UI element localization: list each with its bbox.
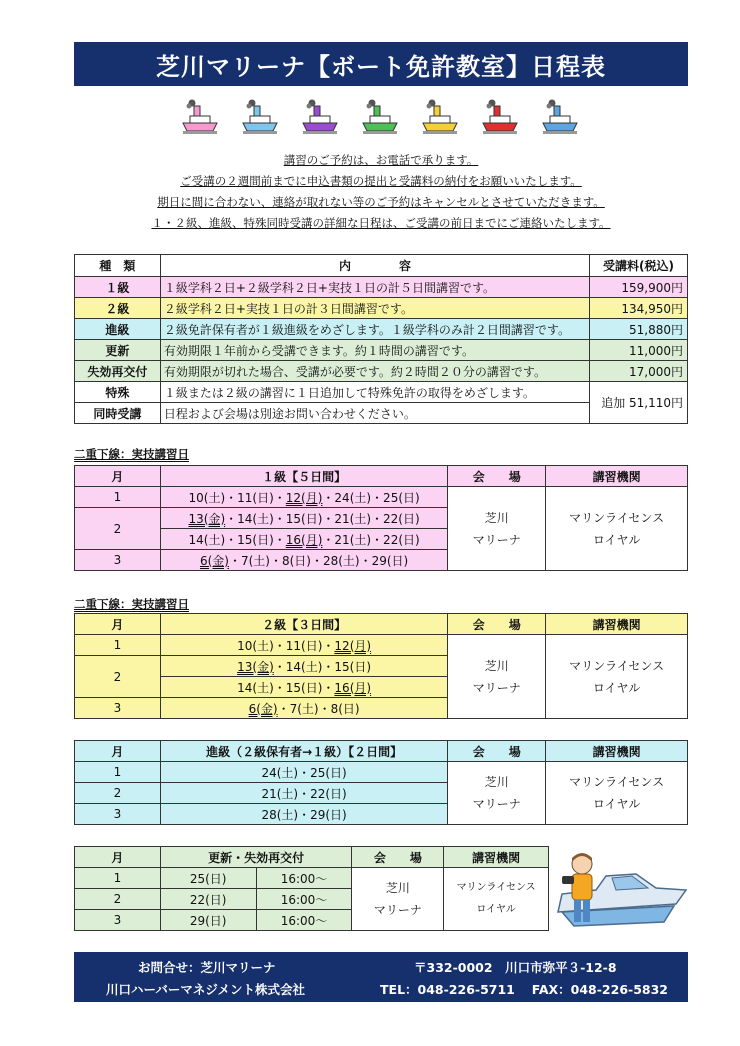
table-header-row bbox=[75, 255, 688, 277]
footer-company: 川口ハーバーマネジメント株式会社 bbox=[106, 982, 306, 997]
notice-line: 講習のご予約は、お電話で承ります。 bbox=[283, 153, 479, 167]
table-header-row bbox=[75, 466, 688, 487]
course-fee: 追加 51,110円 bbox=[590, 382, 688, 424]
date-cell: 22(日) bbox=[160, 889, 256, 910]
header-org: 講習機関 bbox=[546, 466, 688, 487]
table-row bbox=[75, 319, 688, 340]
boat-icon bbox=[300, 98, 340, 136]
boat-icon bbox=[480, 98, 520, 136]
course-content: １級学科２日+２級学科２日+実技１日の計５日間講習です。 bbox=[160, 277, 589, 298]
dates-cell bbox=[160, 698, 448, 719]
course-content: ２級免許保有者が１級進級をめざします。１級学科のみ計２日間講習です。 bbox=[160, 319, 589, 340]
footer-phone-fax: TEL：048-226-5711 FAX：048-226-5832 bbox=[380, 982, 669, 997]
lecture-dates: 14(土)・15(日)・ bbox=[237, 680, 335, 695]
dates-cell bbox=[160, 487, 448, 508]
lecture-dates: ・21(土)・22(日) bbox=[322, 532, 420, 547]
header-course: ２級【３日間】 bbox=[160, 614, 448, 635]
course-kind: 特殊 bbox=[75, 382, 161, 403]
org-cell: マリンライセンス ロイヤル bbox=[546, 762, 688, 825]
lecture-dates: ・7(土)・8(日)・28(土)・29(日) bbox=[228, 553, 409, 568]
schedule-koushin-table bbox=[74, 846, 549, 931]
practical-date: 16(月) bbox=[334, 680, 372, 695]
footer-address: 〒332-0002 川口市弥平３-12-8 bbox=[414, 960, 617, 975]
header-org: 講習機関 bbox=[546, 614, 688, 635]
table-header-row bbox=[75, 847, 549, 868]
boat-illustrations bbox=[0, 98, 740, 138]
practical-date: 6(金) bbox=[199, 553, 229, 568]
course-content: 有効期限が切れた場合、受講が必要です。約２時間２０分の講習です。 bbox=[160, 361, 589, 382]
boat-icon bbox=[420, 98, 460, 136]
lecture-dates: ・7(土)・8(日) bbox=[277, 701, 360, 716]
lecture-dates: 10(土)・11(日)・ bbox=[188, 490, 286, 505]
table-row bbox=[75, 635, 688, 656]
table-header-row bbox=[75, 614, 688, 635]
table-row bbox=[75, 298, 688, 319]
venue-cell: 芝川 マリーナ bbox=[448, 635, 546, 719]
course-fee: 51,880円 bbox=[590, 319, 688, 340]
table-row bbox=[75, 361, 688, 382]
month-cell: 3 bbox=[75, 804, 161, 825]
month-cell: 2 bbox=[75, 889, 161, 910]
header-venue: 会 場 bbox=[352, 847, 444, 868]
notice-line: １・２級、進級、特殊同時受講の詳細な日程は、ご受講の前日までにご連絡いたします。 bbox=[151, 216, 611, 230]
practical-date: 13(金) bbox=[188, 511, 226, 526]
month-cell: 1 bbox=[75, 635, 161, 656]
person-with-boat-illustration bbox=[556, 850, 688, 940]
header-course: 更新・失効再交付 bbox=[160, 847, 352, 868]
notice-block bbox=[74, 150, 688, 234]
course-fee-table bbox=[74, 254, 688, 424]
practical-date: 16(月) bbox=[285, 532, 323, 547]
time-cell: 16:00～ bbox=[256, 868, 352, 889]
time-cell: 16:00～ bbox=[256, 889, 352, 910]
course-fee: 134,950円 bbox=[590, 298, 688, 319]
header-content: 内 容 bbox=[160, 255, 589, 277]
course-content: 日程および会場は別途お問い合わせください。 bbox=[160, 403, 589, 424]
time-cell: 16:00～ bbox=[256, 910, 352, 931]
lecture-dates: ・14(土)・15(日) bbox=[273, 659, 372, 674]
practical-day-legend: 二重下線：実技講習日 bbox=[74, 447, 189, 461]
dates-cell: 28(土)・29(日) bbox=[160, 804, 448, 825]
dates-cell: 24(土)・25(日) bbox=[160, 762, 448, 783]
header-month: 月 bbox=[75, 741, 161, 762]
month-cell: 1 bbox=[75, 487, 161, 508]
month-cell: 3 bbox=[75, 550, 161, 571]
header-month: 月 bbox=[75, 614, 161, 635]
org-cell: マリンライセンス ロイヤル bbox=[444, 868, 549, 931]
boat-icon bbox=[240, 98, 280, 136]
header-venue: 会 場 bbox=[448, 466, 546, 487]
page-title: 芝川マリーナ【ボート免許教室】日程表 bbox=[74, 42, 688, 86]
boat-icon bbox=[540, 98, 580, 136]
table-row bbox=[75, 277, 688, 298]
boat-icon bbox=[360, 98, 400, 136]
month-cell: 1 bbox=[75, 762, 161, 783]
table-row bbox=[75, 382, 688, 403]
month-cell: 2 bbox=[75, 783, 161, 804]
dates-cell bbox=[160, 677, 448, 698]
practical-date: 12(月) bbox=[334, 638, 372, 653]
venue-cell: 芝川 マリーナ bbox=[448, 762, 546, 825]
lecture-dates: 10(土)・11(日)・ bbox=[237, 638, 335, 653]
course-kind: 失効再交付 bbox=[75, 361, 161, 382]
course-content: 有効期限１年前から受講できます。約１時間の講習です。 bbox=[160, 340, 589, 361]
footer-contact-name: お問合せ：芝川マリーナ bbox=[138, 960, 276, 975]
date-cell: 29(日) bbox=[160, 910, 256, 931]
schedule-1kyu-table bbox=[74, 465, 688, 571]
dates-cell bbox=[160, 656, 448, 677]
header-month: 月 bbox=[75, 847, 161, 868]
course-content: ２級学科２日+実技１日の計３日間講習です。 bbox=[160, 298, 589, 319]
course-kind: 同時受講 bbox=[75, 403, 161, 424]
course-content: １級または２級の講習に１日追加して特殊免許の取得をめざします。 bbox=[160, 382, 589, 403]
table-row bbox=[75, 762, 688, 783]
org-cell: マリンライセンス ロイヤル bbox=[546, 635, 688, 719]
month-cell: 2 bbox=[75, 508, 161, 550]
venue-cell: 芝川 マリーナ bbox=[352, 868, 444, 931]
course-kind: 進級 bbox=[75, 319, 161, 340]
practical-date: 13(金) bbox=[237, 659, 274, 674]
notice-line: ご受講の２週間前までに申込書類の提出と受講料の納付をお願いいたします。 bbox=[180, 174, 582, 188]
footer-contact bbox=[74, 952, 688, 1002]
practical-day-legend: 二重下線：実技講習日 bbox=[74, 597, 189, 611]
header-venue: 会 場 bbox=[448, 614, 546, 635]
course-kind: ２級 bbox=[75, 298, 161, 319]
table-row bbox=[75, 868, 549, 889]
header-org: 講習機関 bbox=[546, 741, 688, 762]
dates-cell bbox=[160, 508, 448, 529]
lecture-dates: 14(土)・15(日)・ bbox=[188, 532, 286, 547]
date-cell: 25(日) bbox=[160, 868, 256, 889]
course-fee: 11,000円 bbox=[590, 340, 688, 361]
course-kind: １級 bbox=[75, 277, 161, 298]
header-kind: 種 類 bbox=[75, 255, 161, 277]
month-cell: 3 bbox=[75, 698, 161, 719]
month-cell: 3 bbox=[75, 910, 161, 931]
header-course: １級【５日間】 bbox=[160, 466, 448, 487]
header-org: 講習機関 bbox=[444, 847, 549, 868]
table-row bbox=[75, 340, 688, 361]
header-month: 月 bbox=[75, 466, 161, 487]
practical-date: 12(月) bbox=[285, 490, 323, 505]
venue-cell: 芝川 マリーナ bbox=[448, 487, 546, 571]
course-kind: 更新 bbox=[75, 340, 161, 361]
dates-cell bbox=[160, 550, 448, 571]
org-cell: マリンライセンス ロイヤル bbox=[546, 487, 688, 571]
header-course: 進級（２級保有者→１級）【２日間】 bbox=[160, 741, 448, 762]
month-cell: 2 bbox=[75, 656, 161, 698]
dates-cell bbox=[160, 635, 448, 656]
header-venue: 会 場 bbox=[448, 741, 546, 762]
schedule-shinkyu-table bbox=[74, 740, 688, 825]
dates-cell: 21(土)・22(日) bbox=[160, 783, 448, 804]
lecture-dates: ・14(土)・15(日)・21(土)・22(日) bbox=[225, 511, 420, 526]
header-fee: 受講料(税込) bbox=[590, 255, 688, 277]
table-row bbox=[75, 487, 688, 508]
dates-cell bbox=[160, 529, 448, 550]
schedule-2kyu-table bbox=[74, 613, 688, 719]
course-fee: 17,000円 bbox=[590, 361, 688, 382]
practical-date: 6(金) bbox=[248, 701, 278, 716]
lecture-dates: ・24(土)・25(日) bbox=[322, 490, 420, 505]
boat-icon bbox=[180, 98, 220, 136]
table-header-row bbox=[75, 741, 688, 762]
notice-line: 期日に間に合わない、連絡が取れない等のご予約はキャンセルとさせていただきます。 bbox=[157, 195, 605, 209]
course-fee: 159,900円 bbox=[590, 277, 688, 298]
month-cell: 1 bbox=[75, 868, 161, 889]
